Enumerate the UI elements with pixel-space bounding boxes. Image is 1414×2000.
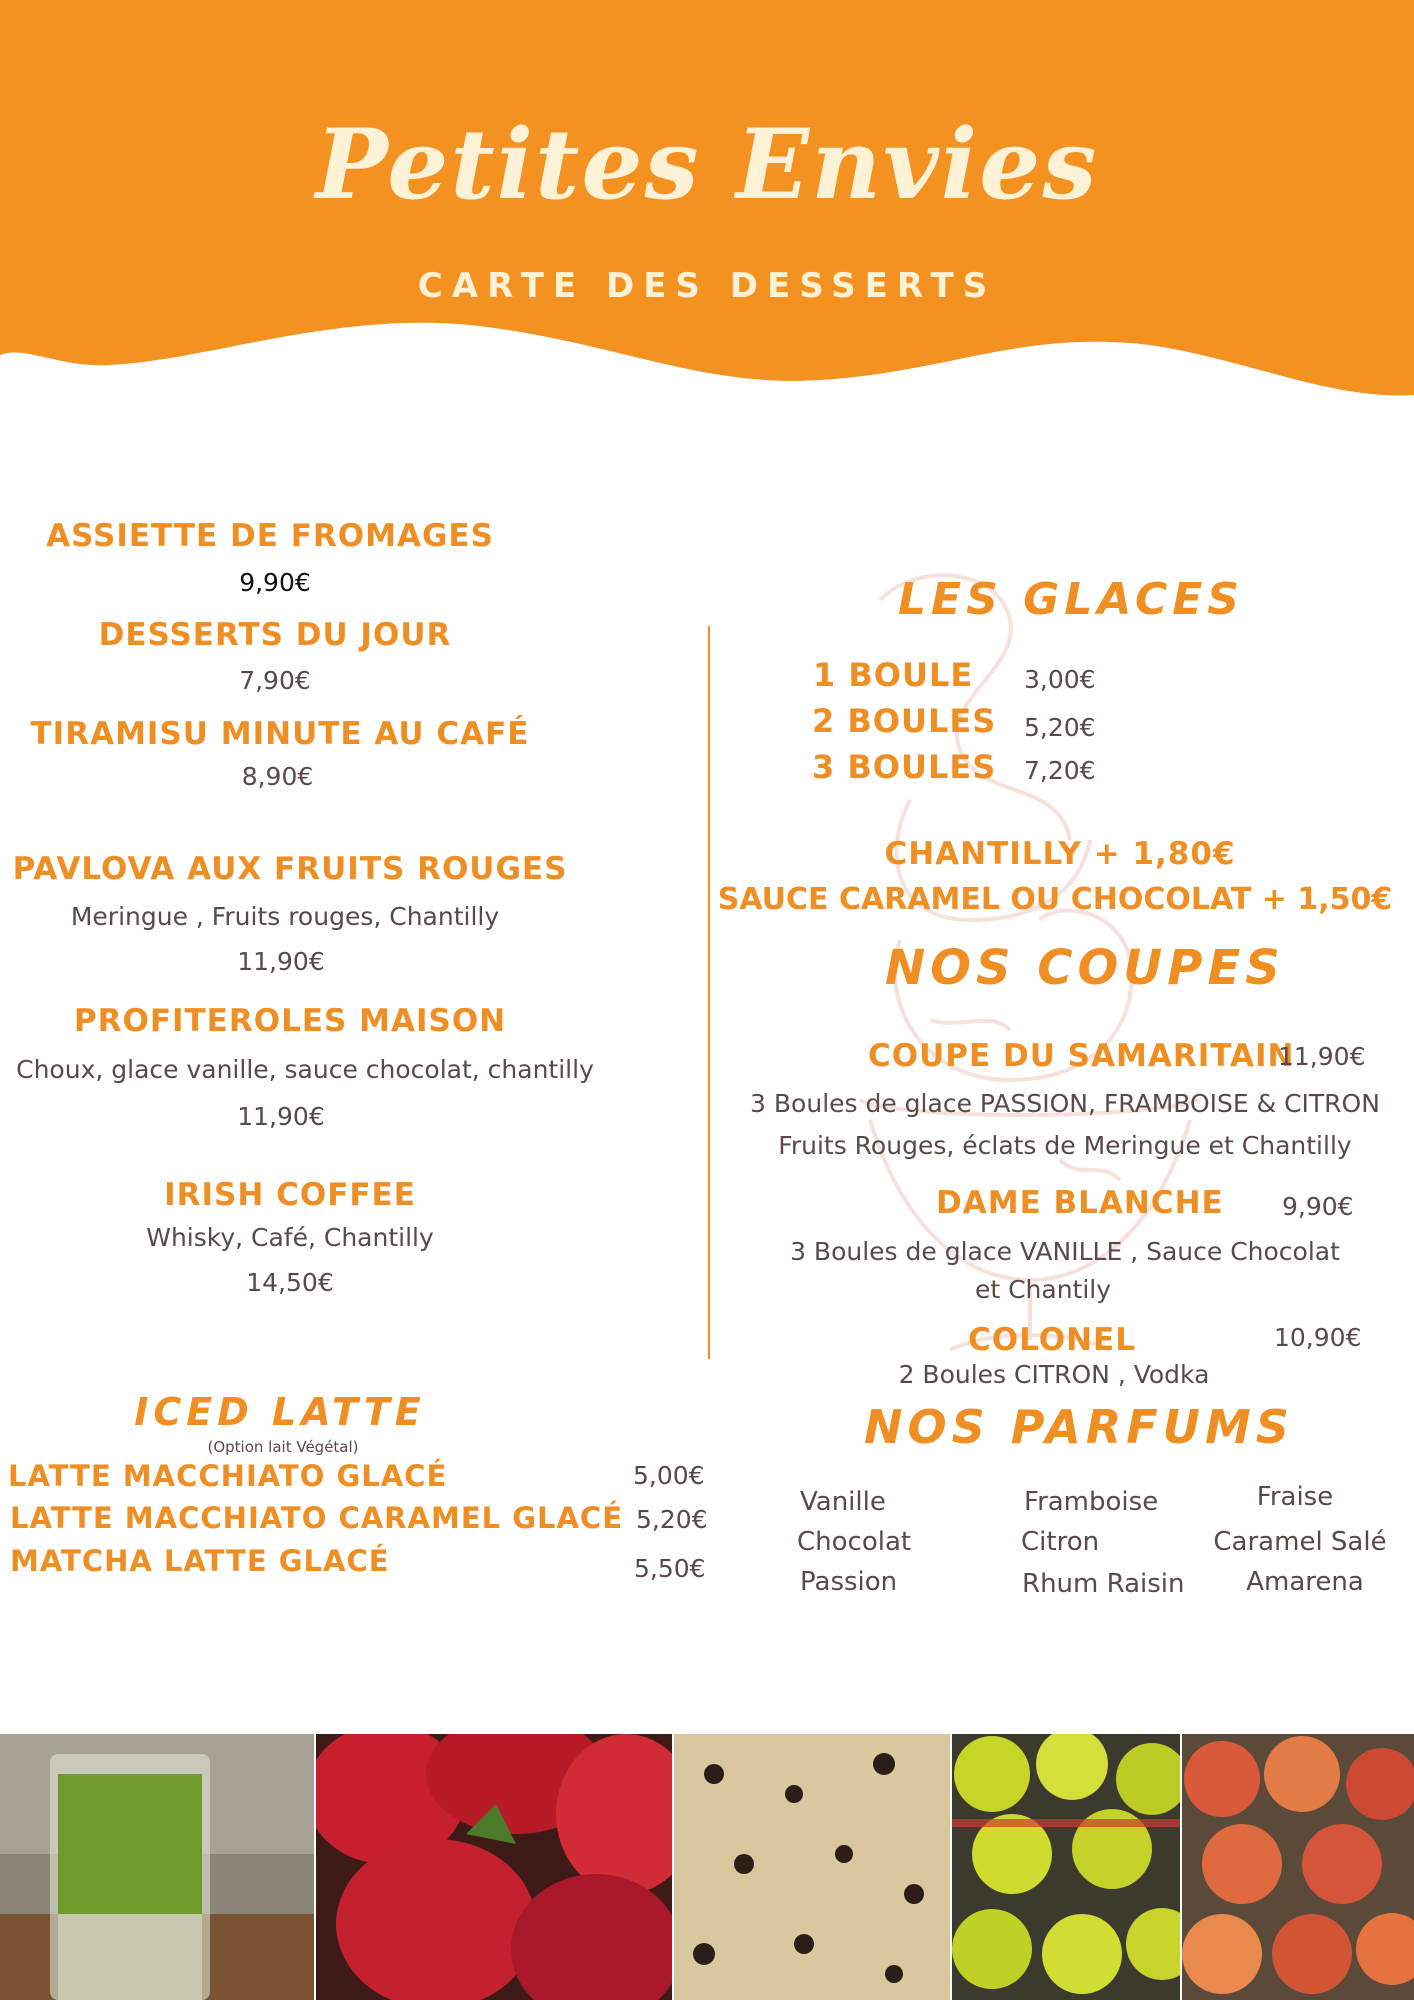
menu-item-name: LATTE MACCHIATO CARAMEL GLACÉ: [10, 1501, 624, 1535]
menu-item-price: 5,50€: [634, 1554, 706, 1583]
flavor-item: Fraise: [1256, 1482, 1334, 1512]
menu-item-price: 5,20€: [1024, 713, 1096, 742]
menu-item-description: Meringue , Fruits rouges, Chantilly: [70, 902, 500, 931]
flavor-item: Citron: [1021, 1527, 1100, 1557]
matcha-latte-photo: [0, 1734, 314, 2000]
menu-item-price: 7,90€: [239, 666, 311, 695]
menu-item-price: 10,90€: [1274, 1323, 1362, 1352]
menu-item-description: Fruits Rouges, éclats de Meringue et Chantilly: [778, 1131, 1352, 1160]
menu-item-name: COUPE DU SAMARITAIN: [868, 1038, 1295, 1074]
menu-item-name: 3 BOULES: [812, 748, 997, 786]
flavor-item: Passion: [800, 1567, 898, 1597]
section-title-iced-latte: ICED LATTE: [134, 1390, 426, 1434]
menu-item-name: COLONEL: [968, 1322, 1136, 1358]
menu-item-price: 11,90€: [1278, 1042, 1366, 1071]
page-subtitle: CARTE DES DESSERTS: [417, 266, 997, 306]
strawberries-photo: [316, 1734, 672, 2000]
red-apples-photo: [1182, 1734, 1414, 2000]
menu-item-price: 11,90€: [237, 1102, 325, 1131]
glaces-extra-chantilly: CHANTILLY + 1,80€: [884, 836, 1236, 872]
menu-item-price: 9,90€: [1282, 1192, 1354, 1221]
column-divider: [708, 626, 710, 1359]
section-title-coupes: NOS COUPES: [885, 940, 1285, 996]
menu-item-price: 7,20€: [1024, 756, 1096, 785]
menu-item-price: 5,20€: [636, 1505, 708, 1534]
menu-item-name: 1 BOULE: [813, 656, 974, 694]
menu-item-description: 3 Boules de glace VANILLE , Sauce Chocolat: [790, 1237, 1340, 1266]
section-title-glaces: LES GLACES: [898, 574, 1244, 625]
menu-item-name: IRISH COFFEE: [164, 1177, 416, 1213]
cookie-dough-photo: [674, 1734, 950, 2000]
menu-item-price: 9,90€: [239, 568, 311, 597]
page-title: Petites Envies: [315, 108, 1099, 221]
glaces-extra-sauce: SAUCE CARAMEL OU CHOCOLAT + 1,50€: [717, 882, 1393, 917]
menu-item-price: 3,00€: [1024, 665, 1096, 694]
section-title-parfums: NOS PARFUMS: [864, 1400, 1294, 1454]
menu-item-price: 8,90€: [241, 762, 314, 791]
menu-item-name: MATCHA LATTE GLACÉ: [10, 1544, 390, 1578]
menu-item-price: 14,50€: [246, 1268, 334, 1297]
flavor-item: Caramel Salé: [1213, 1527, 1387, 1557]
menu-item-name: ASSIETTE DE FROMAGES: [46, 518, 494, 554]
menu-item-description: Choux, glace vanille, sauce chocolat, chantilly: [16, 1055, 594, 1084]
menu-item-price: 11,90€: [237, 947, 325, 976]
menu-item-description: 2 Boules CITRON , Vodka: [898, 1360, 1210, 1389]
menu-item-name: PAVLOVA AUX FRUITS ROUGES: [12, 851, 568, 887]
menu-item-description: Whisky, Café, Chantilly: [146, 1223, 434, 1252]
menu-item-name: DAME BLANCHE: [936, 1185, 1224, 1221]
flavor-item: Rhum Raisin: [1022, 1569, 1185, 1599]
menu-item-name: LATTE MACCHIATO GLACÉ: [8, 1459, 448, 1493]
menu-item-description: 3 Boules de glace PASSION, FRAMBOISE & CITRON: [750, 1089, 1380, 1118]
menu-item-name: 2 BOULES: [812, 702, 997, 740]
menu-item-name: TIRAMISU MINUTE AU CAFÉ: [30, 716, 530, 752]
menu-item-description: et Chantily: [974, 1275, 1112, 1304]
flavor-item: Chocolat: [797, 1527, 912, 1557]
iced-latte-note: (Option lait Végétal): [207, 1438, 359, 1456]
flavor-item: Vanille: [800, 1487, 886, 1517]
menu-item-price: 5,00€: [633, 1461, 705, 1490]
menu-item-name: PROFITEROLES MAISON: [73, 1003, 507, 1039]
flavor-item: Amarena: [1246, 1567, 1364, 1597]
green-apples-photo: [952, 1734, 1180, 2000]
menu-item-name: DESSERTS DU JOUR: [98, 617, 452, 653]
flavor-item: Framboise: [1024, 1487, 1159, 1517]
